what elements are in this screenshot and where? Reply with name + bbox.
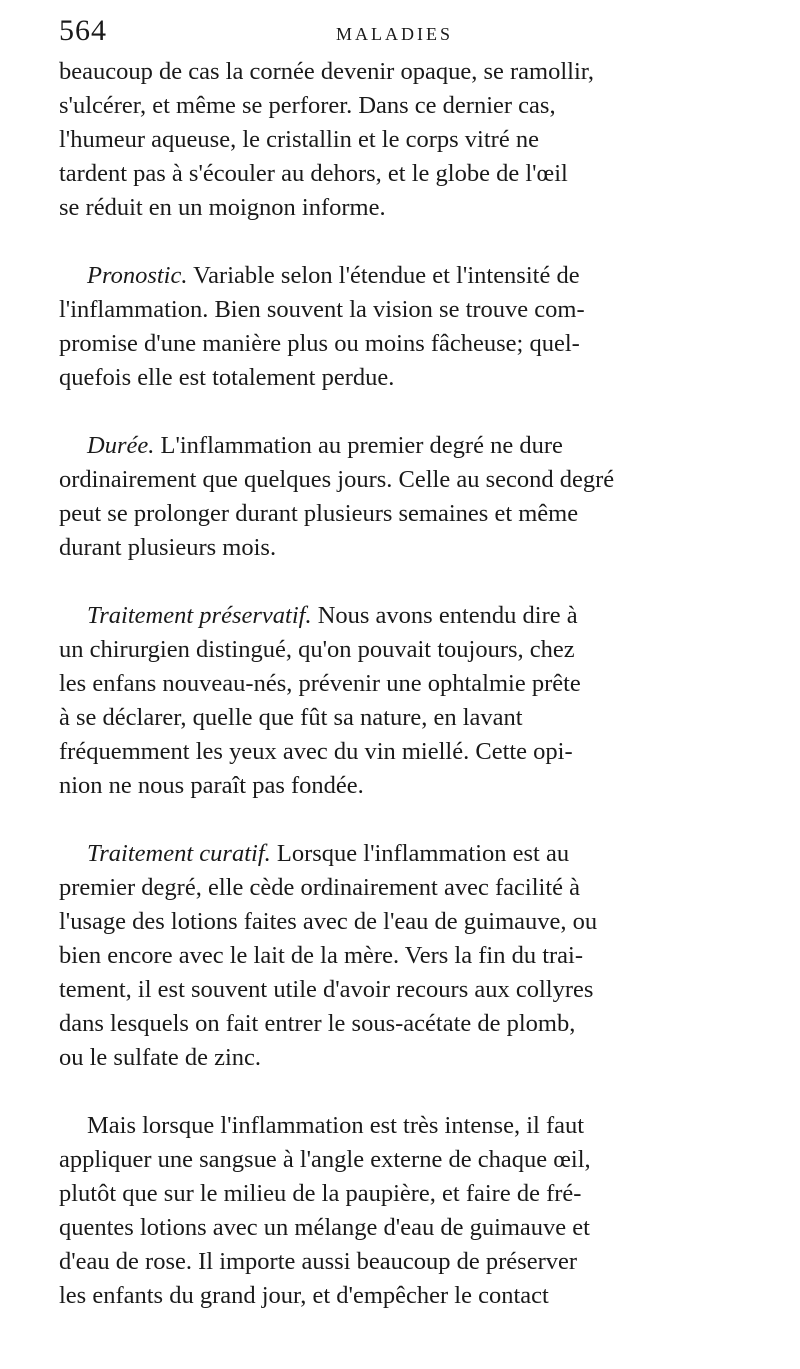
text-line [59,599,737,633]
text-line: quentes lotions avec un mélange d'eau de guimauve et [59,1214,590,1241]
text-line: les enfans nouveau-nés, prévenir une ophtalmie prête [59,670,581,697]
paragraph-gap [59,565,737,599]
text-line: ou le sulfate de zinc. [59,1044,262,1071]
text-line: à se déclarer, quelle que fût sa nature, en lavant [59,704,523,731]
text-line: dans lesquels on fait entrer le sous-acétate de plomb, [59,1010,576,1037]
text-line: l'humeur aqueuse, le cristallin et le corps vitré ne [59,126,539,153]
text-line: fréquemment les yeux avec du vin miellé. Cette opi- [59,738,573,765]
text-line: l'inflammation. Bien souvent la vision se trouve com- [59,296,585,323]
text-line: ordinairement que quelques jours. Celle au second degré [59,466,615,493]
text-line: plutôt que sur le milieu de la paupière, et faire de fré- [59,1180,582,1207]
text-run: Lorsque l'inflammation est au [270,840,570,867]
text-line: l'usage des lotions faites avec de l'eau de guimauve, ou [59,908,598,935]
text-line: tardent pas à s'écouler au dehors, et le globe de l'œil [59,160,568,187]
page-header [0,14,800,54]
text-line: promise d'une manière plus ou moins fâcheuse; quel- [59,330,580,357]
text-line: quefois elle est totalement perdue. [59,364,395,391]
text-line: nion ne nous paraît pas fondée. [59,772,364,799]
text-line: durant plusieurs mois. [59,534,277,561]
text-line: se réduit en un moignon informe. [59,194,386,221]
page-number: 564 [59,14,107,47]
paragraph-gap [59,395,737,429]
running-head: MALADIES [336,24,453,44]
text-line [59,259,737,293]
text-line: tement, il est souvent utile d'avoir recours aux collyres [59,976,594,1003]
text-line: s'ulcérer, et même se perforer. Dans ce dernier cas, [59,92,556,119]
text-line: un chirurgien distingué, qu'on pouvait toujours, chez [59,636,575,663]
text-line: beaucoup de cas la cornée devenir opaque, se ramollir, [59,58,595,85]
text-line: appliquer une sangsue à l'angle externe de chaque œil, [59,1146,591,1173]
text-line [59,837,737,871]
section-heading-pronostic: Pronostic. [87,262,188,289]
section-heading-duree: Durée. [87,432,155,459]
text-line: d'eau de rose. Il importe aussi beaucoup de préserver [59,1248,578,1275]
text-line: les enfants du grand jour, et d'empêcher le contact [59,1282,549,1309]
paragraph-gap [59,803,737,837]
text-line: peut se prolonger durant plusieurs semaines et même [59,500,579,527]
text-run: Nous avons entendu dire à [311,602,578,629]
body-text [59,55,737,1313]
text-run: Variable selon l'étendue et l'intensité de [187,262,580,289]
paragraph-gap [59,1075,737,1109]
section-heading-traitement-curatif: Traitement curatif. [87,840,271,867]
text-line: premier degré, elle cède ordinairement avec facilité à [59,874,580,901]
paragraph-gap [59,225,737,259]
text-run: L'inflammation au premier degré ne dure [154,432,563,459]
text-line: Mais lorsque l'inflammation est très intense, il faut [87,1112,585,1139]
text-line [59,429,737,463]
text-line: bien encore avec le lait de la mère. Vers la fin du trai- [59,942,584,969]
section-heading-traitement-preservatif: Traitement préservatif. [87,602,312,629]
